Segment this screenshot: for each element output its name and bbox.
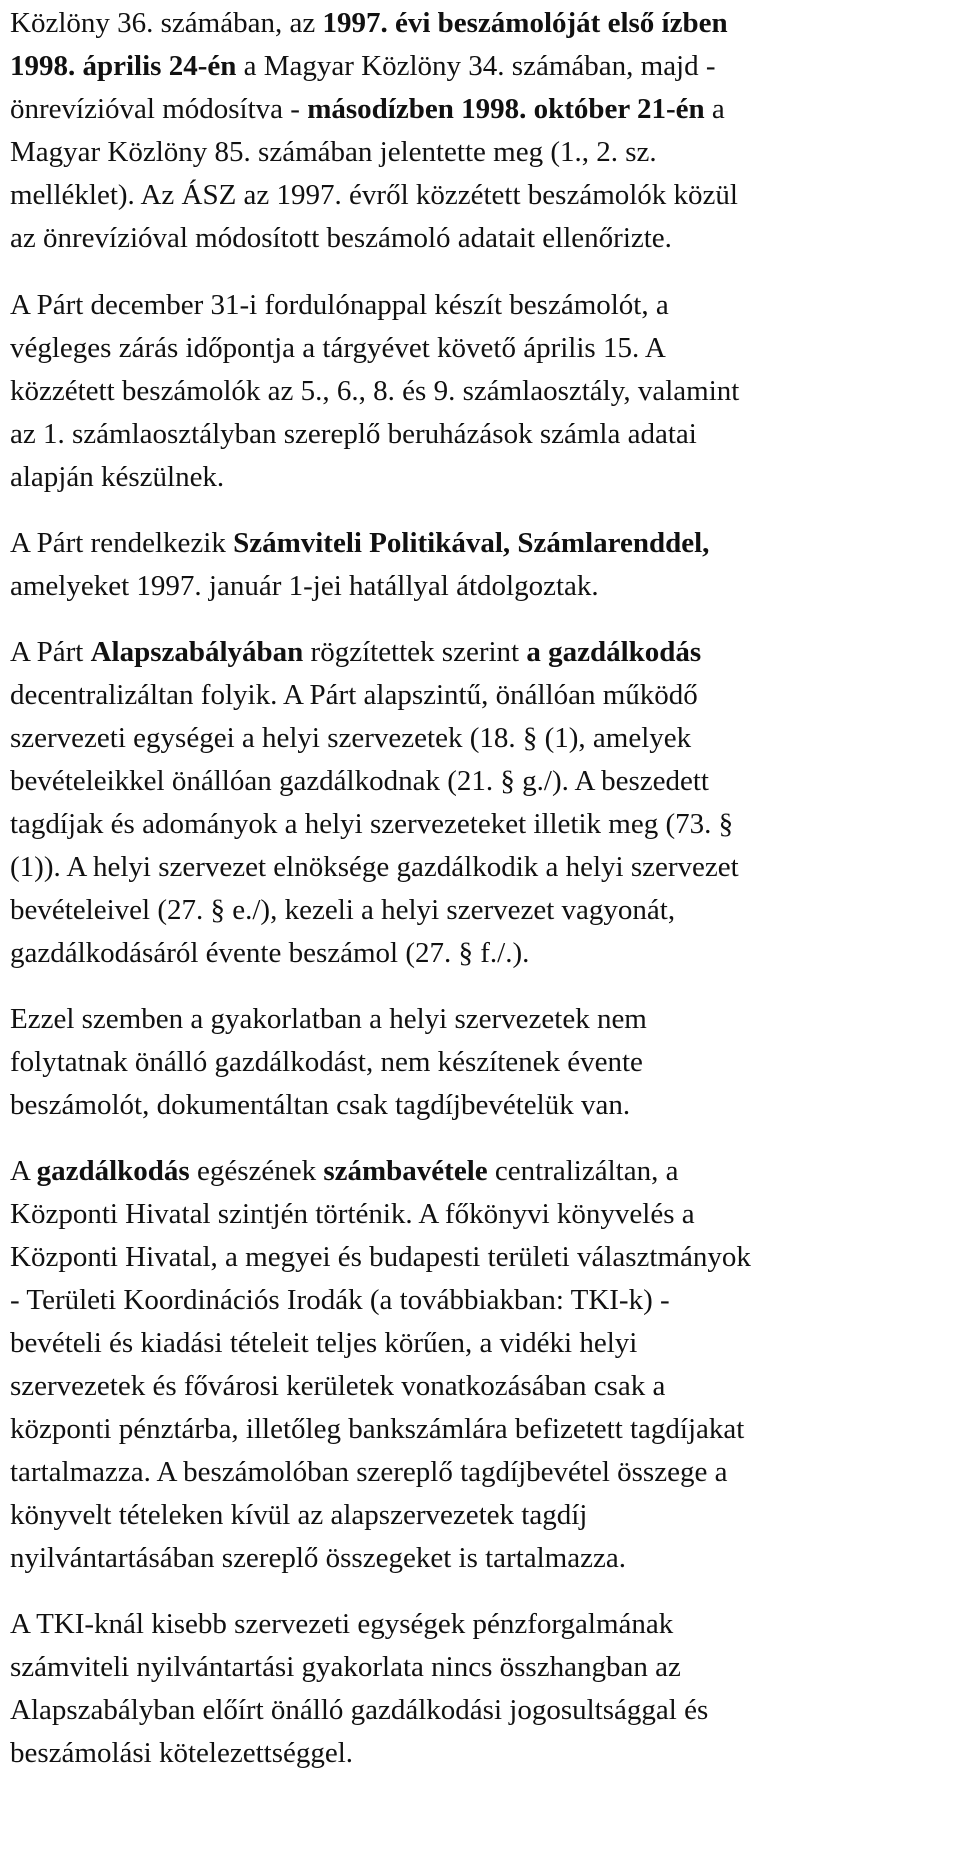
text-line: szervezeti egységei a helyi szervezetek (18. § (1), amelyek [10, 722, 692, 754]
text-line: A Párt Alapszabályában rögzítettek szerint a gazdálkodás [10, 636, 702, 668]
text-line: Alapszabályban előírt önálló gazdálkodási jogosultsággal és [10, 1694, 709, 1726]
text-line: Ezzel szemben a gyakorlatban a helyi szervezetek nem [10, 1003, 647, 1035]
text-line: bevételeivel (27. § e./), kezeli a helyi szervezet vagyonát, [10, 894, 676, 926]
text-line: A TKI-knál kisebb szervezeti egységek pénzforgalmának [10, 1608, 674, 1640]
text-line: A gazdálkodás egészének számbavétele centralizáltan, a [10, 1155, 679, 1187]
paragraph-intro [10, 2, 950, 260]
text-line: közzétett beszámolók az 5., 6., 8. és 9. számlaosztály, valamint [10, 375, 740, 407]
text-line: bevételeikkel önállóan gazdálkodnak (21. § g./). A beszedett [10, 765, 709, 797]
text-line: szervezetek és fővárosi kerületek vonatkozásában csak a [10, 1370, 666, 1402]
text-line: könyvelt tételeken kívül az alapszervezetek tagdíj [10, 1499, 588, 1531]
text-line: tagdíjak és adományok a helyi szervezeteket illetik meg (73. § [10, 808, 734, 840]
paragraph-gap [10, 499, 950, 522]
text-line: beszámolási kötelezettséggel. [10, 1737, 354, 1769]
paragraph-gap [10, 260, 950, 284]
text-line: végleges zárás időpontja a tárgyévet követő április 15. A [10, 332, 666, 364]
text-line: Központi Hivatal szintjén történik. A főkönyvi könyvelés a [10, 1198, 695, 1230]
paragraph-practice [10, 998, 950, 1127]
text-line: központi pénztárba, illetőleg bankszámlára befizetett tagdíjakat [10, 1413, 745, 1445]
paragraph-gap [10, 1580, 950, 1603]
text-line: A Párt december 31-i fordulónappal készít beszámolót, a [10, 289, 669, 321]
text-line: folytatnak önálló gazdálkodást, nem készítenek évente [10, 1046, 643, 1078]
text-line: (1)). A helyi szervezet elnöksége gazdálkodik a helyi szervezet [10, 851, 739, 883]
text-line: alapján készülnek. [10, 461, 225, 493]
text-line: beszámolót, dokumentáltan csak tagdíjbevételük van. [10, 1089, 631, 1121]
text-line: amelyeket 1997. január 1-jei hatállyal átdolgoztak. [10, 570, 599, 602]
paragraph-bylaws [10, 631, 950, 975]
text-line: decentralizáltan folyik. A Párt alapszintű, önállóan működő [10, 679, 698, 711]
text-line: Közlöny 36. számában, az 1997. évi beszámolóját első ízben [10, 7, 728, 39]
text-line: Magyar Közlöny 85. számában jelentette meg (1., 2. sz. [10, 136, 657, 168]
text-line: tartalmazza. A beszámolóban szereplő tagdíjbevétel összege a [10, 1456, 728, 1488]
paragraph-reporting-date [10, 284, 950, 499]
text-line: számviteli nyilvántartási gyakorlata nincs összhangban az [10, 1651, 681, 1683]
text-line: Központi Hivatal, a megyei és budapesti területi választmányok [10, 1241, 751, 1273]
paragraph-tki [10, 1603, 950, 1775]
text-line: bevételi és kiadási tételeit teljes körűen, a vidéki helyi [10, 1327, 638, 1359]
paragraph-gap [10, 975, 950, 998]
text-line: az 1. számlaosztályban szereplő beruházások számla adatai [10, 418, 697, 450]
text-line: - Területi Koordinációs Irodák (a továbbiakban: TKI-k) - [10, 1284, 670, 1316]
text-line: A Párt rendelkezik Számviteli Politikával, Számlarenddel, [10, 527, 710, 559]
text-line: önrevízióval módosítva - másodízben 1998. október 21-én a [10, 93, 725, 125]
text-line: gazdálkodásáról évente beszámol (27. § f./.). [10, 937, 530, 969]
paragraph-accounting-policy [10, 522, 950, 608]
text-line: nyilvántartásában szereplő összegeket is tartalmazza. [10, 1542, 626, 1574]
text-line: melléklet). Az ÁSZ az 1997. évről közzétett beszámolók közül [10, 179, 738, 211]
paragraph-gap [10, 608, 950, 631]
text-line: 1998. április 24-én a Magyar Közlöny 34. számában, majd - [10, 50, 716, 82]
text-line: az önrevízióval módosított beszámoló adatait ellenőrizte. [10, 222, 672, 254]
paragraph-gap [10, 1127, 950, 1150]
paragraph-central-accounting [10, 1150, 950, 1580]
